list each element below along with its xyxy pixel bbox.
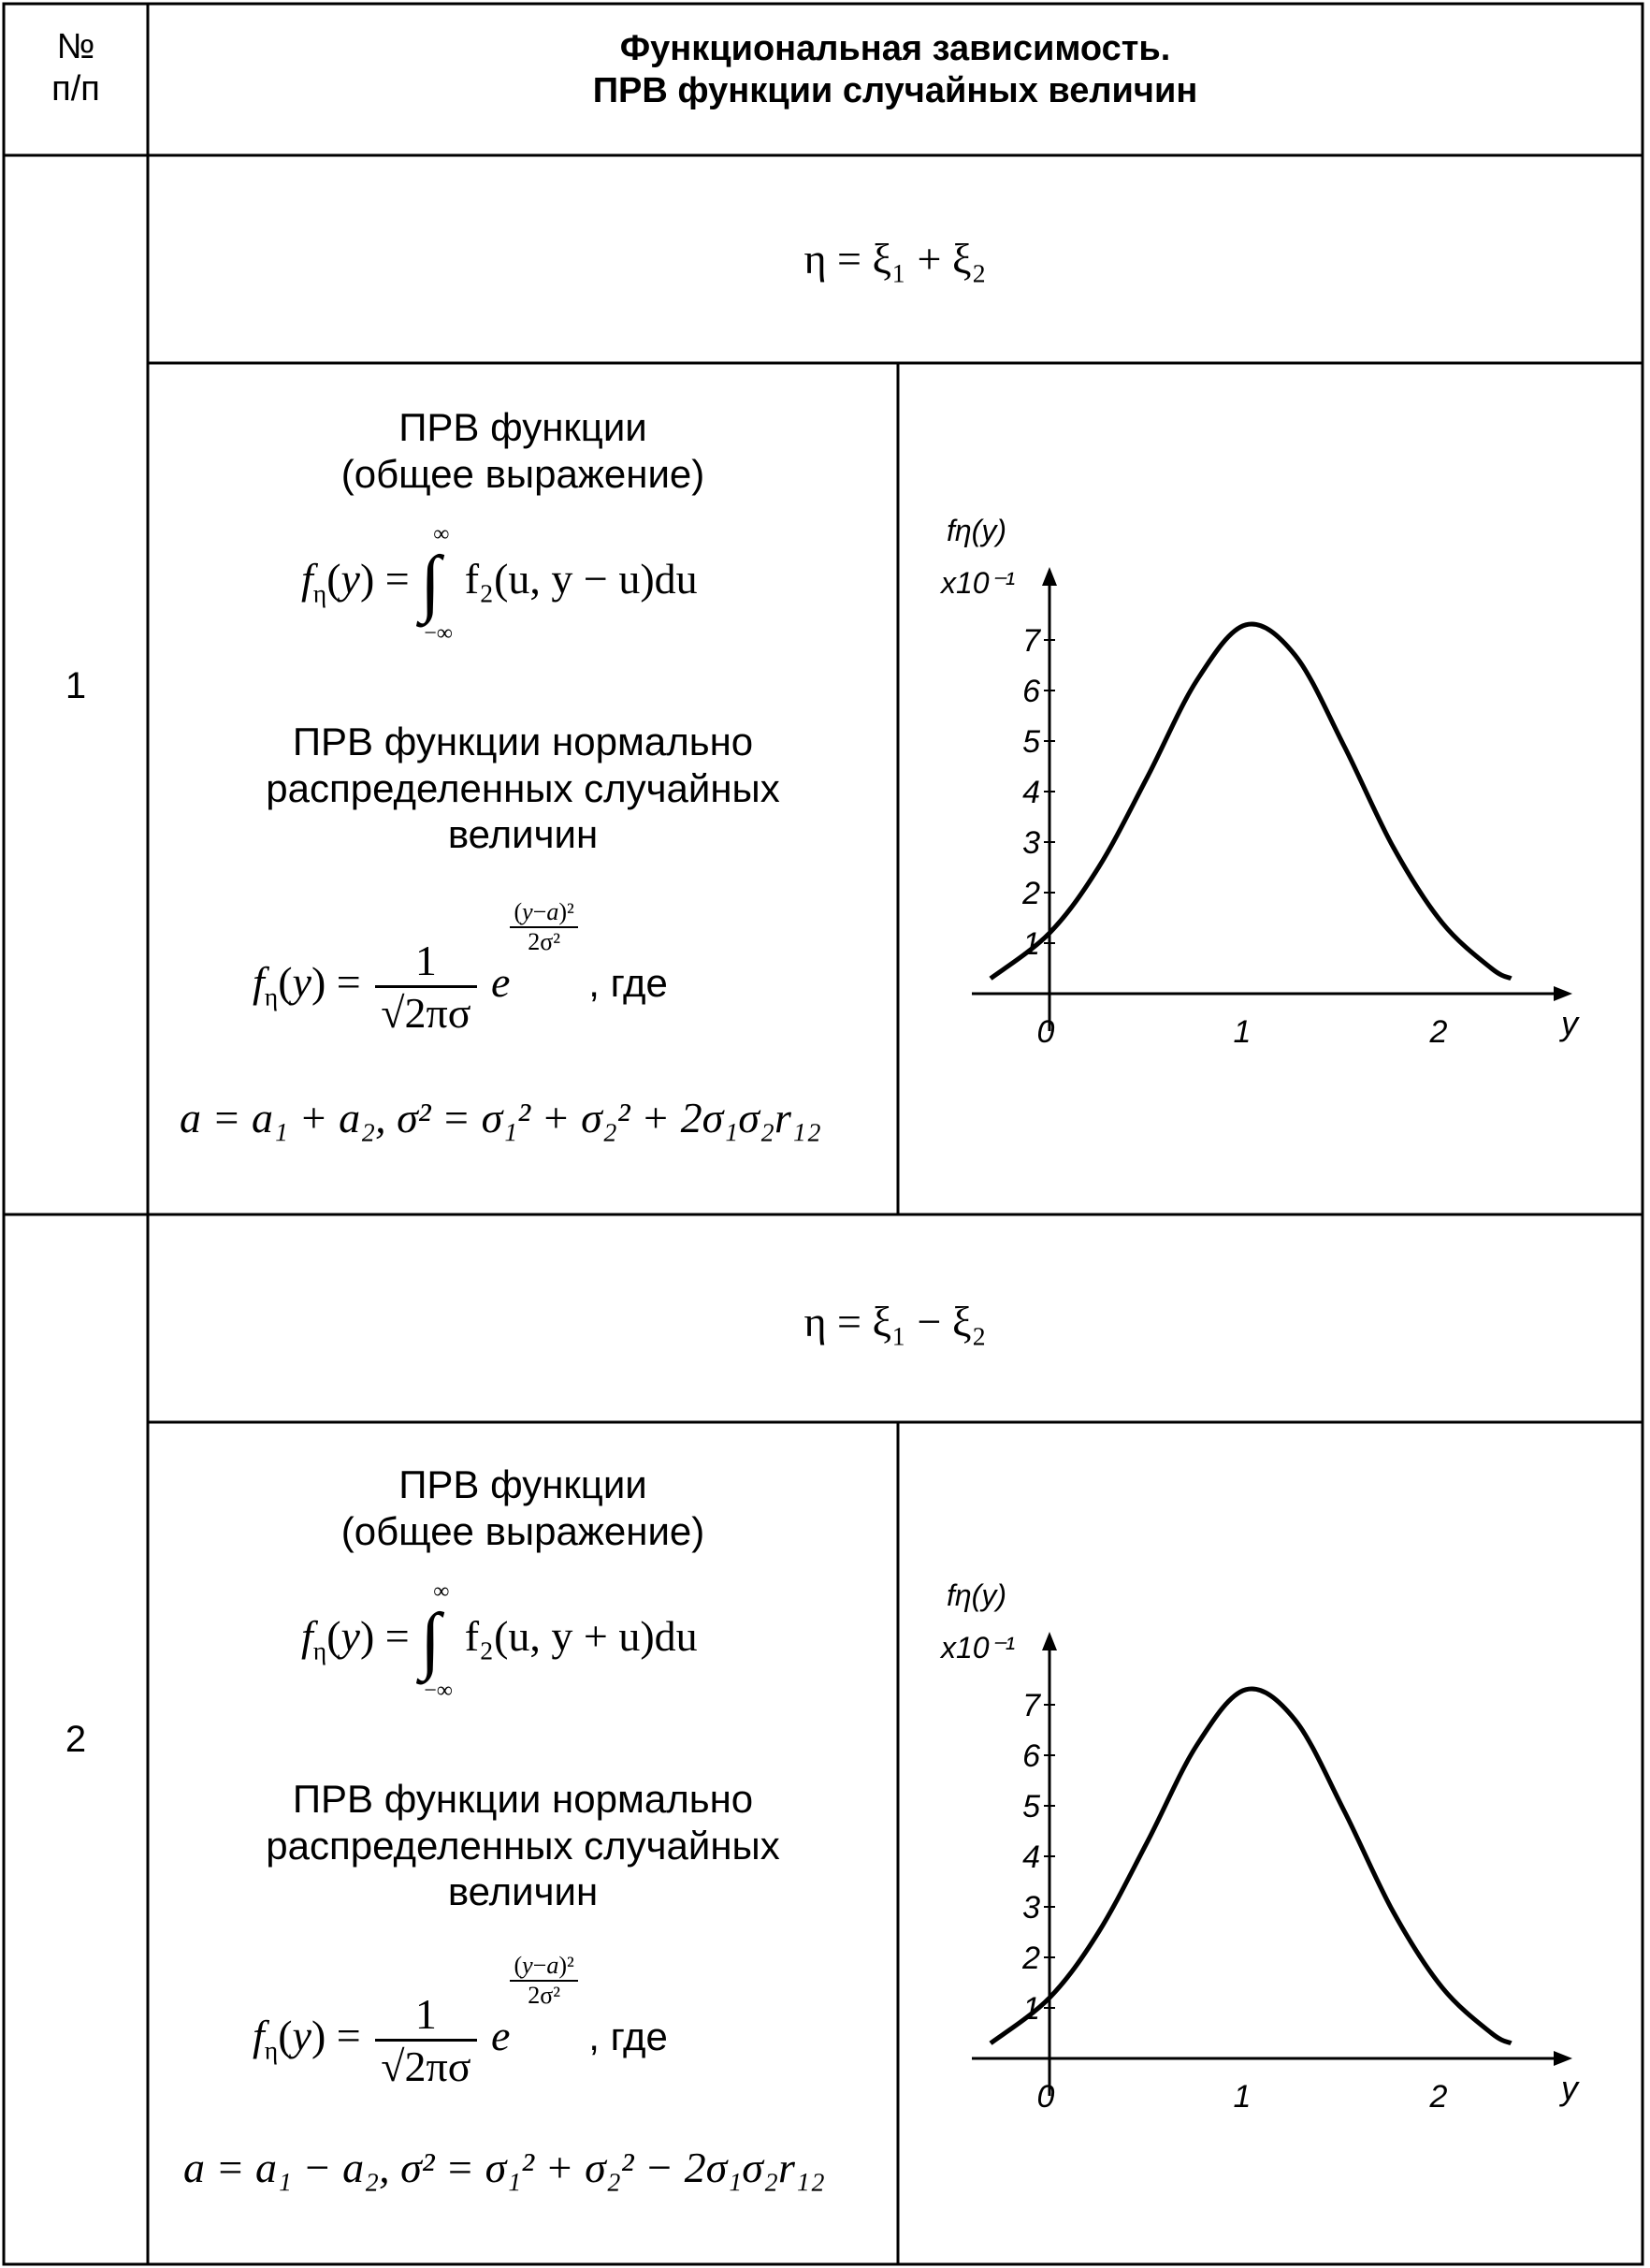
y-axis-label: fη(y) [947,515,1006,547]
y-tick-label: 1 [1022,1991,1040,2027]
y-tick-label: 3 [1022,825,1040,861]
normal-label-line2: распределенных случайных [266,1823,780,1868]
x-axis-label: y [1561,1004,1578,1042]
pdf-chart [926,1579,1637,2141]
row-number: 2 [65,1719,87,1760]
general-label-line2: (общее выражение) [340,1508,705,1553]
y-tick-label: 2 [1022,876,1040,911]
normal-label-line2: распределенных случайных [266,765,780,810]
general-formula-integrand: f₂(u, y − u)du [464,555,698,603]
x-tick-label: 2 [1429,1014,1448,1050]
y-tick-label: 6 [1022,674,1040,709]
y-tick-label: 4 [1022,1839,1040,1875]
y-tick-label: 7 [1022,1688,1040,1723]
integral-icon: ∫ ∞ −∞ [420,1579,453,1703]
general-label-line1: ПРВ функции [398,1462,647,1506]
general-label [148,1461,898,1554]
y-scale-label: x10⁻¹ [941,1631,1016,1665]
x-tick-label: 1 [1233,1014,1252,1050]
y-scale-label: x10⁻¹ [941,566,1016,600]
general-formula: $f_\eta(y)$ = ∫ ∞ −∞ f₂(u, y + u)du [301,1579,698,1703]
normal-label-line1: ПРВ функции нормально [292,720,754,763]
x-tick-label: 0 [1036,2079,1055,2115]
general-formula-integrand: f₂(u, y + u)du [464,1612,698,1661]
y-tick-label: 3 [1022,1890,1040,1926]
normal-label [148,1776,898,1915]
header-number-label [4,26,148,110]
y-tick-label: 2 [1022,1941,1040,1976]
header-number-line1: № [56,27,95,66]
header-title [148,28,1643,112]
y-axis-arrow-icon [1042,1632,1057,1650]
general-label [148,404,898,497]
where-text: , где [588,2014,668,2059]
pdf-curve [991,1689,1512,2043]
header-number-line2: п/п [51,68,100,109]
y-tick-label: 1 [1022,926,1040,962]
where-text: , где [588,961,668,1006]
header-title-line2: ПРВ функции случайных величин [592,70,1198,110]
normal-label-line1: ПРВ функции нормально [292,1777,754,1821]
x-axis-label: y [1561,2069,1578,2107]
y-axis-label: fη(y) [947,1579,1006,1612]
normal-label-line3: величин [447,812,599,857]
general-label-line1: ПРВ функции [398,405,647,449]
general-formula: $f_\eta(y)$ = ∫ ∞ −∞ f₂(u, y − u)du [301,522,698,646]
y-tick-label: 5 [1022,724,1040,760]
normal-label-line3: величин [447,1869,599,1914]
y-tick-label: 4 [1022,775,1040,810]
general-label-line2: (общее выражение) [340,451,705,496]
row-function: η = ξ₁ − ξ₂ [803,1298,987,1345]
x-tick-label: 0 [1036,1014,1055,1050]
row-function: η = ξ₁ + ξ₂ [803,235,987,283]
pdf-curve [991,624,1512,979]
x-tick-label: 1 [1233,2079,1252,2115]
x-axis-arrow-icon [1554,2051,1572,2066]
y-tick-label: 5 [1022,1789,1040,1825]
row-number: 1 [65,665,87,706]
pdf-chart [926,515,1637,1076]
normal-formula: $f_\eta(y)$ = $\frac{1}{√2\pi\sigma}$ e $\frac{\text{(y−a)²}}{\text{2σ²}}$ , где [253,898,668,1037]
y-axis-arrow-icon [1042,567,1057,586]
x-axis-arrow-icon [1554,986,1572,1001]
params-formula: a = a₁ − a₂, σ² = σ₁² + σ₂² − 2σ₁σ₂r₁₂ [183,2144,825,2191]
params-formula: a = a₁ + a₂, σ² = σ₁² + σ₂² + 2σ₁σ₂r₁₂ [180,1094,821,1141]
y-tick-label: 6 [1022,1738,1040,1774]
normal-formula: $f_\eta(y)$ = $\frac{1}{√2\pi\sigma}$ e $\frac{\text{(y−a)²}}{\text{2σ²}}$ , где [253,1952,668,2090]
y-tick-label: 7 [1022,623,1040,659]
integral-icon: ∫ ∞ −∞ [420,522,453,646]
normal-label [148,719,898,858]
header-title-line1: Функциональная зависимость. [619,29,1171,68]
x-tick-label: 2 [1429,2079,1448,2115]
